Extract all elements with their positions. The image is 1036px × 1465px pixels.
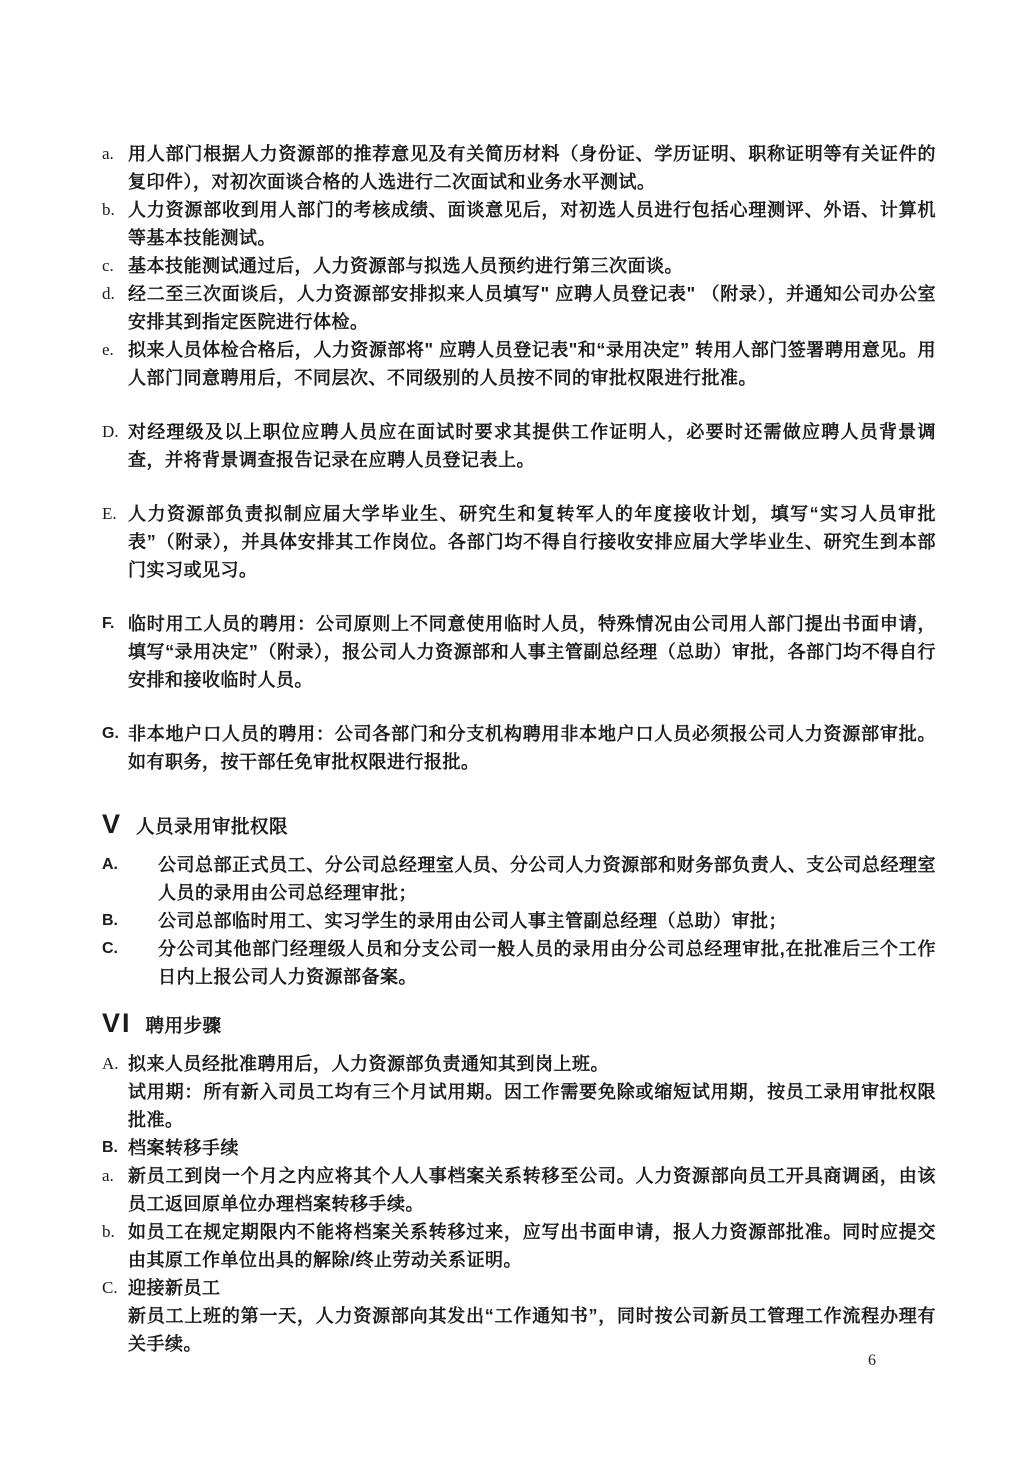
item-label: C. — [102, 940, 118, 957]
section-heading-v — [102, 806, 936, 845]
list-item — [102, 907, 936, 935]
item-text — [128, 280, 936, 336]
text-line: 基本技能测试通过后，人力资源部与拟选人员预约进行第三次面谈。 — [128, 256, 683, 276]
item-text — [128, 1162, 936, 1218]
item-text — [128, 140, 936, 196]
text-line: 档案转移手续 — [128, 1138, 239, 1158]
list-item — [102, 1274, 936, 1358]
text-line: 拟来人员经批准聘用后，人力资源部负责通知其到岗上班。 — [128, 1054, 609, 1074]
item-label: F. — [102, 615, 115, 632]
list-item — [102, 1162, 936, 1218]
list-item — [102, 935, 936, 991]
text-line: 试用期：所有新入司员工均有三个月试用期。因工作需要免除或缩短试用期，按员工录用审批权限批准。 — [128, 1082, 936, 1130]
text-line: 临时用工人员的聘用：公司原则上不同意使用临时人员，特殊情况由公司用人部门提出书面申请，填写“录用决定”（附录），报公司人力资源部和人事主管副总经理（总助）审批，各部门均不得自行安排和接收临时人员。 — [128, 614, 936, 690]
item-text — [128, 196, 936, 252]
item-label: E. — [102, 504, 117, 523]
text-line: 迎接新员工 — [128, 1278, 221, 1298]
text-line: 对经理级及以上职位应聘人员应在面试时要求其提供工作证明人，必要时还需做应聘人员背景调查，并将背景调查报告记录在应聘人员登记表上。 — [128, 422, 936, 470]
list-item — [102, 196, 936, 252]
item-text — [128, 1218, 936, 1274]
text-line: 用人部门根据人力资源部的推荐意见及有关简历材料（身份证、学历证明、职称证明等有关证件的复印件），对初次面谈合格的人选进行二次面试和业务水平测试。 — [128, 144, 936, 192]
item-label: A. — [102, 856, 118, 873]
text-line: 经二至三次面谈后，人力资源部安排拟来人员填写" 应聘人员登记表" （附录），并通知公司办公室安排其到指定医院进行体检。 — [128, 284, 936, 332]
item-text — [128, 252, 936, 280]
list-item — [102, 252, 936, 280]
text-line: 人力资源部负责拟制应届大学毕业生、研究生和复转军人的年度接收计划，填写“实习人员审批表”（附录），并具体安排其工作岗位。各部门均不得自行接收安排应届大学毕业生、研究生到本部门实习或见习。 — [128, 504, 936, 580]
text-line: 新员工到岗一个月之内应将其个人人事档案关系转移至公司。人力资源部向员工开具商调函，由该员工返回原单位办理档案转移手续。 — [128, 1166, 936, 1214]
section-title: 聘用步骤 — [145, 1015, 222, 1036]
item-text — [128, 1050, 936, 1134]
item-text — [158, 851, 936, 907]
section-numeral: VI — [102, 1008, 132, 1038]
item-label: B. — [102, 1139, 118, 1156]
item-label: a. — [102, 1166, 114, 1185]
list-item — [102, 1050, 936, 1134]
item-label: A. — [102, 1054, 119, 1073]
item-label: c. — [102, 256, 114, 275]
page-number: 6 — [868, 1352, 876, 1369]
item-text — [128, 418, 936, 474]
list-item — [102, 1134, 936, 1162]
section-title: 人员录用审批权限 — [136, 816, 289, 837]
item-label: D. — [102, 422, 119, 441]
item-text — [128, 336, 936, 392]
item-text — [128, 500, 936, 584]
list-item — [102, 500, 936, 584]
list-item — [102, 1218, 936, 1274]
list-item — [102, 610, 936, 694]
list-item — [102, 418, 936, 474]
list-item — [102, 140, 936, 196]
text-line: 公司总部临时用工、实习学生的录用由公司人事主管副总经理（总助）审批； — [158, 911, 787, 931]
text-line: 如员工在规定期限内不能将档案关系转移过来，应写出书面申请，报人力资源部批准。同时应提交由其原工作单位出具的解除/终止劳动关系证明。 — [128, 1222, 936, 1270]
item-text — [158, 935, 936, 991]
item-text — [128, 1274, 936, 1358]
list-item — [102, 336, 936, 392]
text-line: 拟来人员体检合格后，人力资源部将" 应聘人员登记表"和“录用决定” 转用人部门签署聘用意见。用人部门同意聘用后，不同层次、不同级别的人员按不同的审批权限进行批准。 — [128, 340, 936, 388]
section-heading-vi — [102, 1005, 936, 1044]
item-label: a. — [102, 144, 114, 163]
text-line: 公司总部正式员工、分公司总经理室人员、分公司人力资源部和财务部负责人、支公司总经理室人员的录用由公司总经理审批； — [158, 855, 936, 903]
text-line: 非本地户口人员的聘用：公司各部门和分支机构聘用非本地户口人员必须报公司人力资源部审批。如有职务，按干部任免审批权限进行报批。 — [128, 724, 936, 772]
item-label: b. — [102, 1222, 115, 1241]
item-label: d. — [102, 284, 115, 303]
list-item — [102, 720, 936, 776]
item-text — [128, 720, 936, 776]
item-label: G. — [102, 725, 119, 742]
item-text — [158, 907, 936, 935]
text-line: 新员工上班的第一天，人力资源部向其发出“工作通知书”，同时按公司新员工管理工作流程办理有关手续。 — [128, 1306, 936, 1354]
item-label: b. — [102, 200, 115, 219]
item-text — [128, 610, 936, 694]
item-label: C. — [102, 1278, 118, 1297]
document-body — [102, 140, 936, 1358]
text-line: 人力资源部收到用人部门的考核成绩、面谈意见后，对初选人员进行包括心理测评、外语、计算机等基本技能测试。 — [128, 200, 936, 248]
item-label: B. — [102, 912, 118, 929]
section-numeral: V — [102, 809, 123, 839]
item-text — [128, 1134, 936, 1162]
text-line: 分公司其他部门经理级人员和分支公司一般人员的录用由分公司总经理审批,在批准后三个工作日内上报公司人力资源部备案。 — [158, 939, 936, 987]
list-item — [102, 280, 936, 336]
item-label: e. — [102, 340, 114, 359]
list-item — [102, 851, 936, 907]
